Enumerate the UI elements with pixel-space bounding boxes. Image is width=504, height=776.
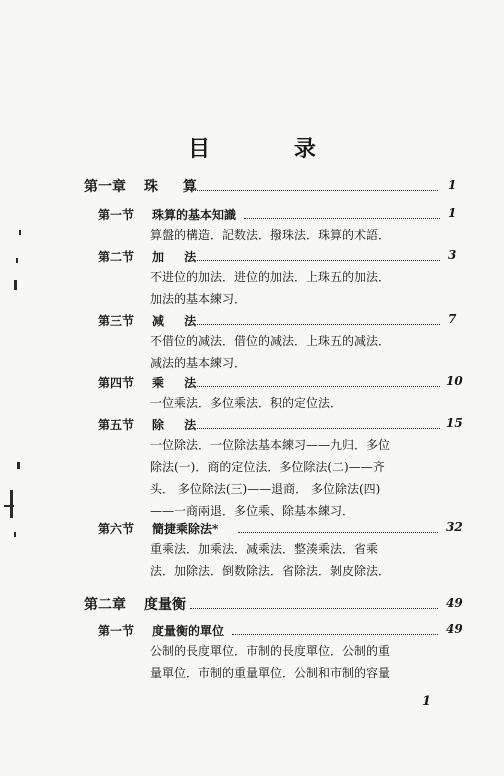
chapter-title: 度量衡 xyxy=(144,597,186,613)
page-ref: 32 xyxy=(446,520,463,534)
section-summary: 重乘法．加乘法．减乘法．整湊乘法．省乘 xyxy=(150,542,379,556)
dot-leader xyxy=(194,386,440,387)
section-summary: 量單位．市制的重量單位．公制和市制的容量 xyxy=(150,666,391,680)
section-title: 除 法 xyxy=(152,418,205,432)
toc-title: 目 录 xyxy=(188,136,354,162)
binding-mark xyxy=(14,280,17,290)
section-number: 第二节 xyxy=(98,250,135,264)
section-title: 加 法 xyxy=(152,250,205,264)
section-number: 第六节 xyxy=(98,522,135,536)
page-ref: 7 xyxy=(448,312,457,326)
binding-mark xyxy=(17,462,20,469)
dot-leader xyxy=(194,428,440,429)
section-summary: 一位乘法．多位乘法．积的定位法． xyxy=(150,396,343,410)
section-number: 第四节 xyxy=(98,376,135,390)
section-number: 第一节 xyxy=(98,624,135,638)
chapter-title: 珠 算 xyxy=(144,179,207,195)
section-summary: 不借位的减法．借位的减法．上珠五的减法． xyxy=(150,334,391,348)
dot-leader xyxy=(190,608,438,609)
dot-leader xyxy=(232,634,438,635)
dot-leader xyxy=(238,532,438,533)
section-title: 珠算的基本知識 xyxy=(152,208,237,222)
page-ref: 1 xyxy=(448,178,457,192)
section-number: 第三节 xyxy=(98,314,135,328)
section-summary: 加法的基本練习． xyxy=(150,292,247,306)
section-summary: 减法的基本練习． xyxy=(150,356,247,370)
binding-mark xyxy=(19,230,21,235)
page-number: 1 xyxy=(422,694,432,709)
page-ref: 49 xyxy=(446,596,463,610)
section-summary: 头． 多位除法(三)——退商． 多位除法(四) xyxy=(150,482,381,496)
section-summary: ——一商兩退．多位乘、除基本練习． xyxy=(150,504,355,518)
section-title: 乘 法 xyxy=(152,376,205,390)
section-summary: 公制的長度單位．市制的長度單位．公制的重 xyxy=(150,644,391,658)
dot-leader xyxy=(194,260,440,261)
dot-leader xyxy=(194,324,440,325)
section-summary: 算盤的構造．記数法．撥珠法．珠算的术語． xyxy=(150,228,391,242)
dot-leader xyxy=(244,218,440,219)
page-ref: 10 xyxy=(446,374,463,388)
binding-mark xyxy=(4,505,14,507)
section-summary: 除法(一)．商的定位法．多位除法(二)——齐 xyxy=(150,460,385,474)
page-ref: 1 xyxy=(448,206,457,220)
chapter-number: 第二章 xyxy=(84,597,126,613)
dot-leader xyxy=(190,190,438,191)
chapter-number: 第一章 xyxy=(84,179,126,195)
section-summary: 不进位的加法．进位的加法．上珠五的加法． xyxy=(150,270,391,284)
section-title: 度量衡的單位 xyxy=(152,624,225,638)
page-ref: 3 xyxy=(448,248,457,262)
section-title: 减 法 xyxy=(152,314,205,328)
binding-mark xyxy=(16,258,18,263)
section-number: 第一节 xyxy=(98,208,135,222)
binding-mark xyxy=(14,532,16,537)
page-ref: 15 xyxy=(446,416,463,430)
section-summary: 法．加除法．倒数除法．省除法．剝皮除法． xyxy=(150,564,391,578)
binding-mark xyxy=(10,490,13,518)
section-title: 簡捷乘除法* xyxy=(152,522,219,536)
section-summary: 一位除法．一位除法基本練习——九归．多位 xyxy=(150,438,391,452)
page-ref: 49 xyxy=(446,622,463,636)
section-number: 第五节 xyxy=(98,418,135,432)
